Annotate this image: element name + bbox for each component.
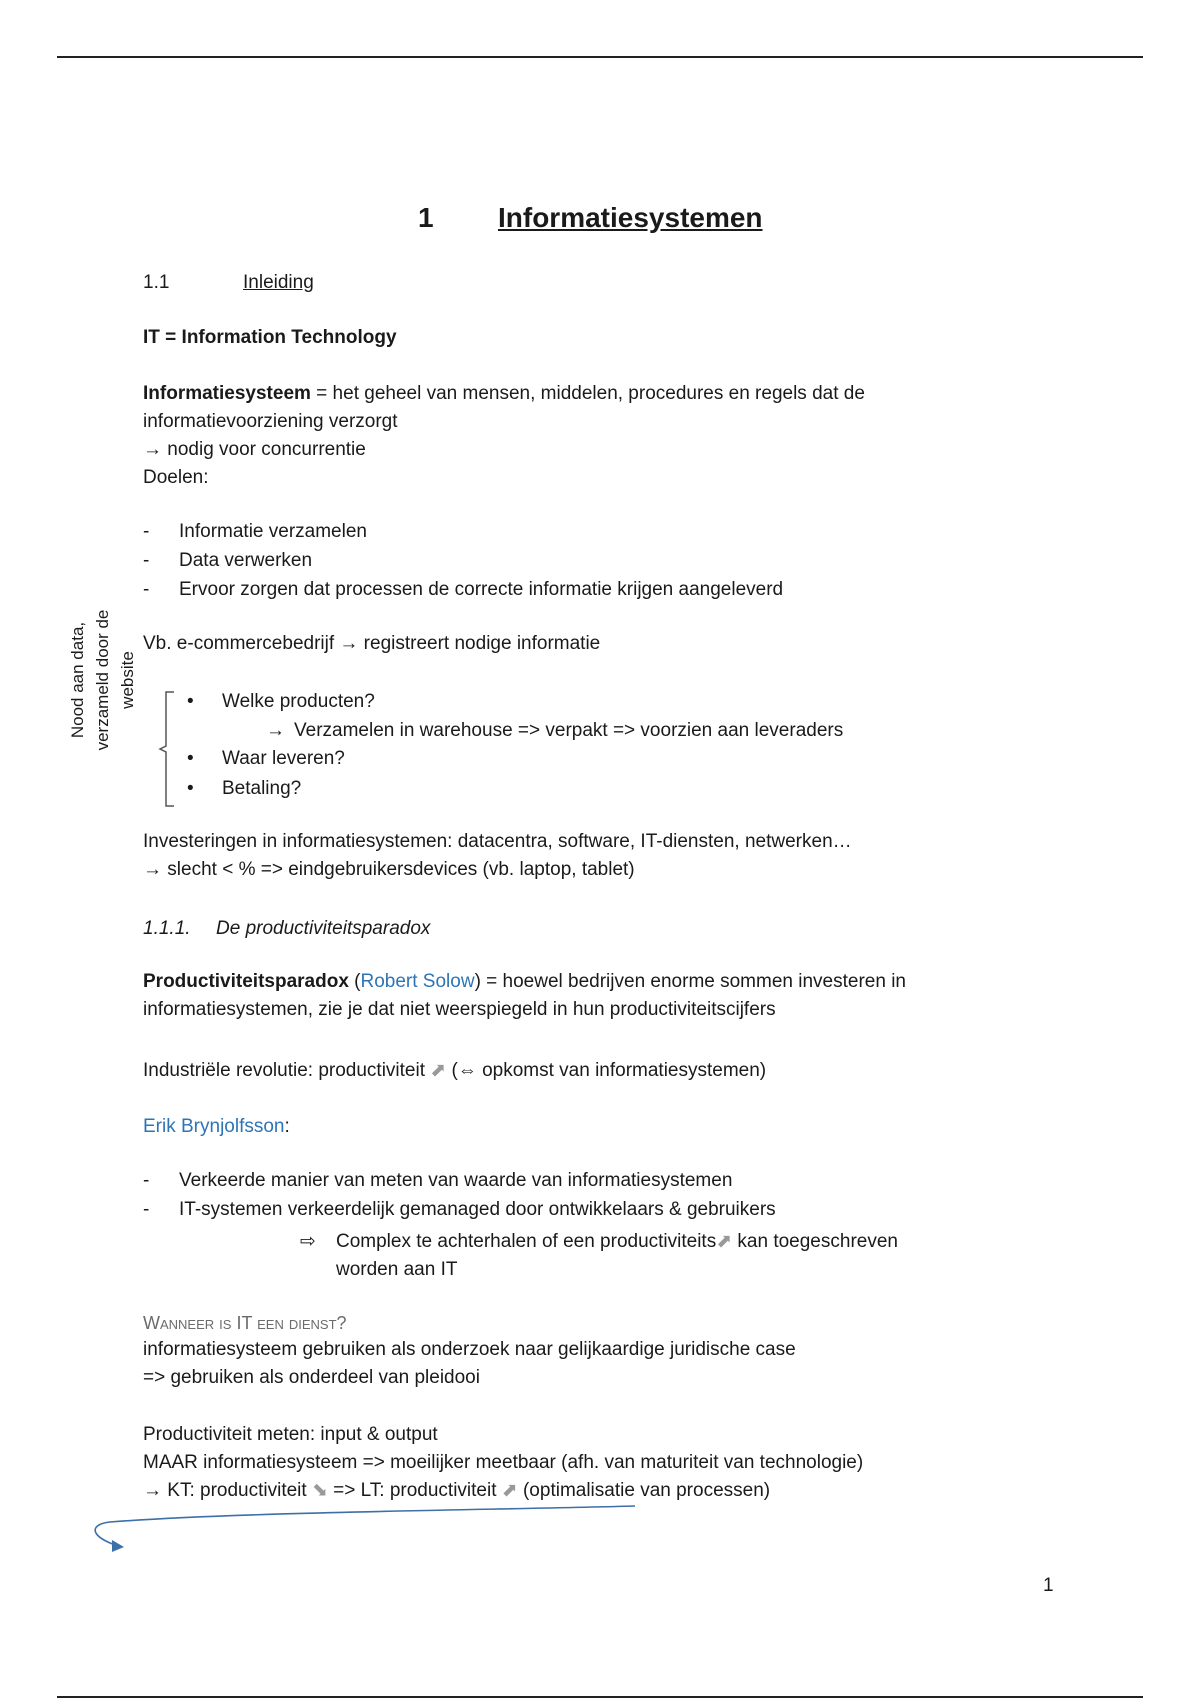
chapter-number: 1 xyxy=(418,202,434,233)
question-1-detail: Verzamelen in warehouse => verpakt => voorzien aan leveraders xyxy=(294,720,844,741)
industrial-revolution-line: Industriële revolutie: productiviteit ⬈ (⇔ opkomst van informatiesystemen) xyxy=(143,1060,767,1081)
brynjolfsson-sub: Complex te achterhalen of een productiviteits⬈ kan toegeschreven worden aan IT xyxy=(336,1231,898,1280)
measure-text: Productiviteit meten: input & output MAAR informatiesysteem => moeilijker meetbaar (afh. van maturiteit van technologie) → KT: productiviteit ⬊ => LT: productiviteit ⬈ (optimalisatie van processen) xyxy=(143,1424,864,1501)
right-arrow-icon: → xyxy=(266,720,285,741)
question-2: Waar leveren? xyxy=(222,748,345,769)
robert-solow-name: Robert Solow xyxy=(360,971,475,992)
increase-arrow-icon: ⬈ xyxy=(501,1480,518,1501)
infosys-definition xyxy=(143,380,865,492)
page-number: 1 xyxy=(1043,1575,1054,1596)
investments-text: Investeringen in informatiesystemen: datacentra, software, IT-diensten, netwerken… → slecht < % => eindgebruikersdevices (vb. laptop, tablet) xyxy=(143,831,852,880)
infosys-term: Informatiesysteem xyxy=(143,383,311,404)
section-title: Inleiding xyxy=(243,272,314,293)
bullet-dot: • xyxy=(187,778,194,799)
decrease-arrow-icon: ⬊ xyxy=(311,1480,328,1501)
chapter-title: Informatiesystemen xyxy=(498,202,763,233)
handwritten-arrow-icon xyxy=(90,1500,650,1560)
increase-arrow-icon: ⬈ xyxy=(716,1231,733,1252)
example-line: Vb. e-commercebedrijf → registreert nodige informatie xyxy=(143,633,601,654)
section-number: 1.1 xyxy=(143,272,170,293)
header-rule xyxy=(57,56,1143,58)
brynjolfsson-heading: Erik Brynjolfsson: xyxy=(143,1116,290,1137)
service-heading: Wanneer is IT een dienst? xyxy=(143,1313,347,1333)
bullet-dot: • xyxy=(187,748,194,769)
goals-label: Doelen: xyxy=(143,467,209,488)
bullet-dot: • xyxy=(187,691,194,712)
service-text: informatiesysteem gebruiken als onderzoek naar gelijkaardige juridische case => gebruiken als onderdeel van pleidooi xyxy=(143,1339,796,1388)
infosys-def-1: = het geheel van mensen, middelen, procedures en regels dat de xyxy=(310,383,865,404)
infosys-arrow-line: → nodig voor concurrentie xyxy=(143,439,366,460)
footer-rule xyxy=(57,1696,1143,1698)
question-1: Welke producten? xyxy=(222,691,375,712)
paradox-definition: Productiviteitsparadox (Robert Solow) = hoewel bedrijven enorme sommen investeren in informatiesystemen, zie je dat niet weerspiegeld in hun productiviteitscijfers xyxy=(143,971,906,1020)
outline-arrow-icon: ⇨ xyxy=(300,1231,316,1252)
subsection-number: 1.1.1. xyxy=(143,918,191,939)
question-3: Betaling? xyxy=(222,778,302,799)
infosys-def-2: informatievoorziening verzorgt xyxy=(143,411,398,432)
increase-arrow-icon: ⬈ xyxy=(430,1060,447,1081)
side-note: Nood aan data, verzameld door de website xyxy=(68,609,137,751)
brace-icon xyxy=(158,690,178,808)
it-definition: IT = Information Technology xyxy=(143,327,397,348)
subsection-title: De productiviteitsparadox xyxy=(216,918,431,939)
